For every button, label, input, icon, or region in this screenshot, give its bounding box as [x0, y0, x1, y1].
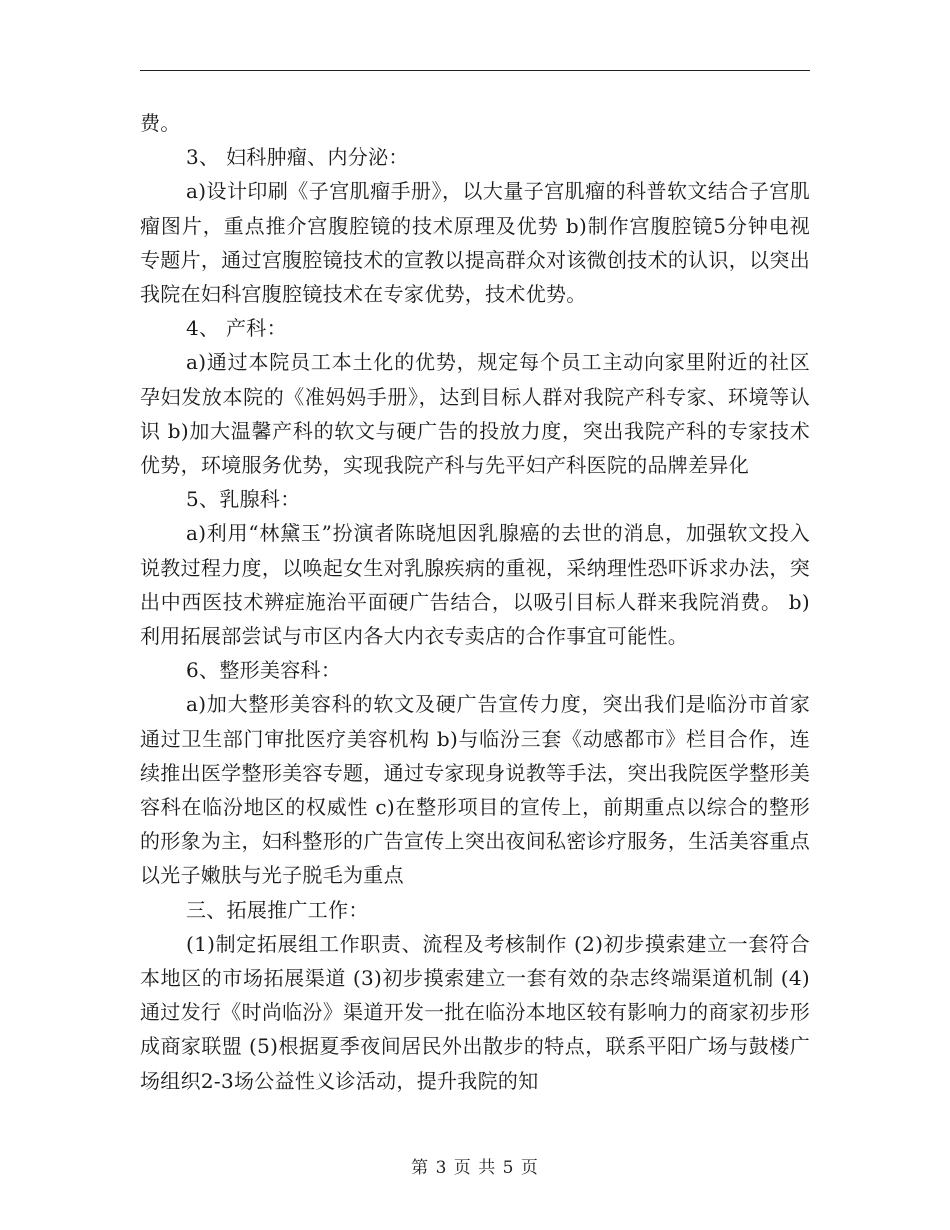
paragraph: (1)制定拓展组工作职责、流程及考核制作 (2)初步摸索建立一套符合本地区的市场拓展渠道 (3)初步摸索建立一套有效的杂志终端渠道机制 (4)通过发行《时尚临汾》渠道开发一批在临汾本地区较有影响力的商家初步形成商家联盟 (5)根据夏季夜间居民外出散步的特点，联系平阳广场与鼓楼广场组织2-3场公益性义诊活动，提升我院的知 [140, 931, 810, 1093]
paragraph: a)加大整形美容科的软文及硬广告宣传力度，突出我们是临汾市首家通过卫生部门审批医疗美容机构 b)与临汾三套《动感都市》栏目合作，连续推出医学整形美容专题，通过专家现身说教等手法，突出我院医学整形美容科在临汾地区的权威性 c)在整形项目的宣传上，前期重点以综合的整形的形象为主，妇科整形的广告宣传上突出夜间私密诊疗服务，生活美容重点以光子嫩肤与光子脱毛为重点 [140, 692, 810, 888]
page-number: 第 3 页 共 5 页 [411, 1158, 539, 1178]
section-heading-gyn-oncology: 3、 妇科肿瘤、内分泌： [186, 145, 409, 170]
section-heading-cosmetic: 6、整形美容科： [186, 658, 342, 683]
document-body [140, 106, 810, 1098]
section-heading-obstetrics: 4、 产科： [186, 316, 287, 341]
paragraph: 费。 [140, 111, 181, 135]
paragraph: a)设计印刷《子宫肌瘤手册》，以大量子宫肌瘤的科普软文结合子宫肌瘤图片，重点推介宫腹腔镜的技术原理及优势 b)制作宫腹腔镜5分钟电视专题片，通过宫腹腔镜技术的宣教以提高群众对该微创技术的认识，以突出我院在妇科宫腹腔镜技术在专家优势，技术优势。 [140, 179, 810, 307]
section-heading-outreach: 三、拓展推广工作： [186, 897, 369, 922]
section-heading-breast: 5、乳腺科： [186, 487, 301, 512]
header-rule [140, 70, 810, 71]
paragraph: a)通过本院员工本土化的优势，规定每个员工主动向家里附近的社区孕妇发放本院的《准妈妈手册》，达到目标人群对我院产科专家、环境等认识 b)加大温馨产科的软文与硬广告的投放力度，突出我院产科的专家技术优势，环境服务优势，实现我院产科与先平妇产科医院的品牌差异化 [140, 350, 810, 478]
paragraph: a)利用“林黛玉”扮演者陈晓旭因乳腺癌的去世的消息，加强软文投入说教过程力度，以唤起女生对乳腺疾病的重视，采纳理性恐吓诉求办法，突出中西医技术辨症施治平面硬广告结合，以吸引目标人群来我院消费。 b)利用拓展部尝试与市区内各大内衣专卖店的合作事宜可能性。 [140, 521, 810, 649]
